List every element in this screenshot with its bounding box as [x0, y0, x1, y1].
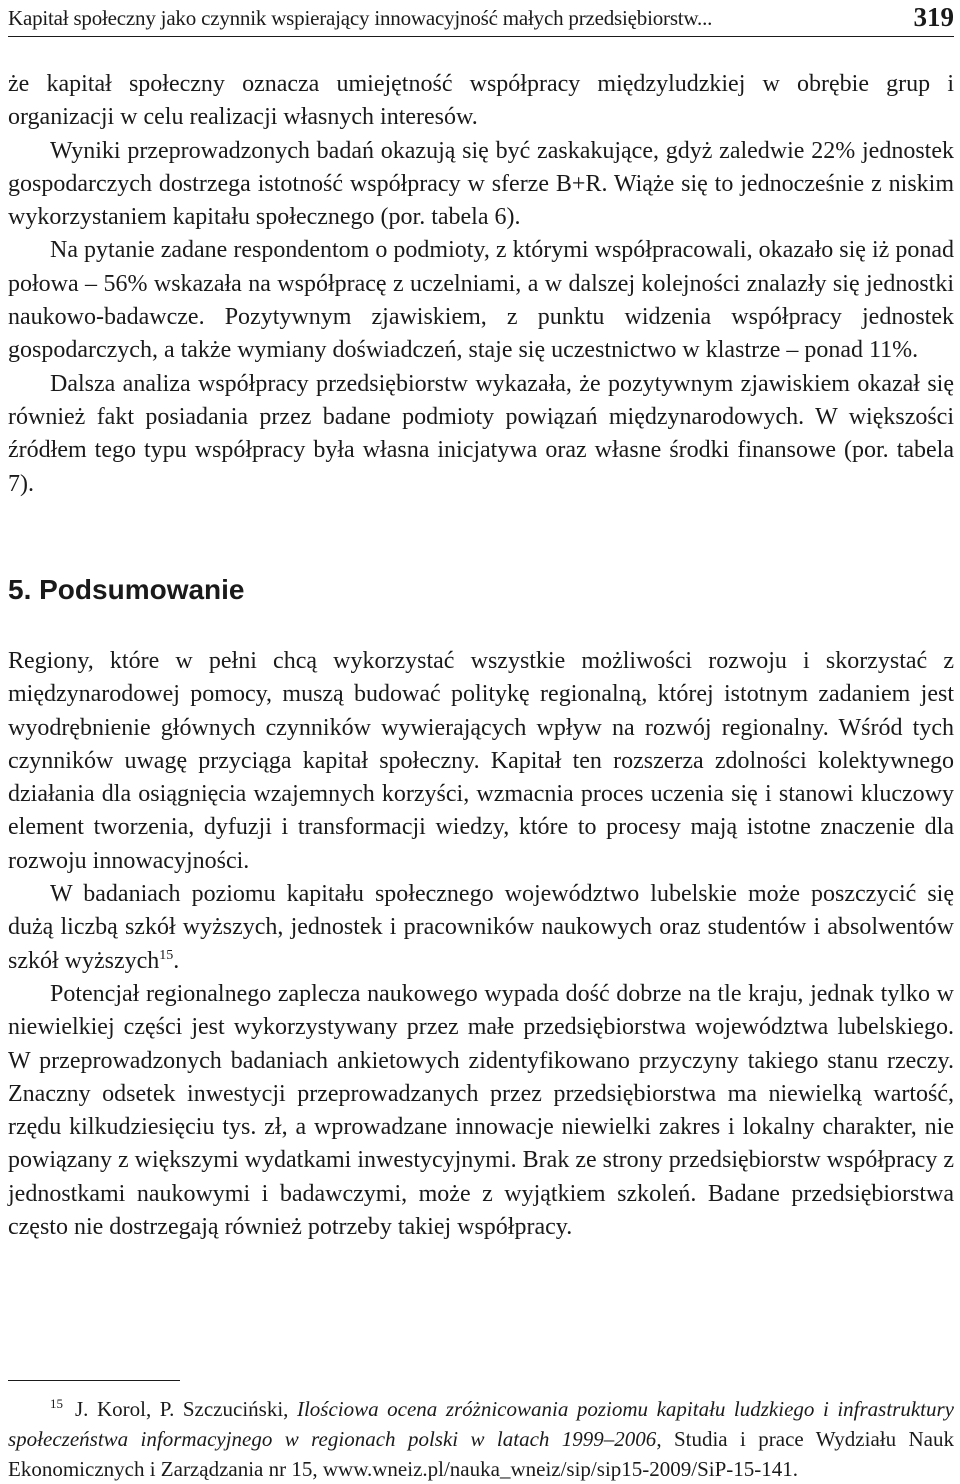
body-text	[8, 68, 954, 501]
summary-paragraph-2-text: W badaniach poziomu kapitału społecznego województwo lubelskie może poszczycić się dużą liczbą szkół wyższych, jednostek i pracowników naukowych oraz studentów i absolwentów szkół wyższych	[8, 881, 954, 974]
footnote-title: Ilościowa ocena zróżnicowania poziomu kapitału ludzkiego i infrastruktury społeczeństwa informacyjnego w regionach polski w latach 1999–2006	[8, 1397, 954, 1451]
summary-paragraph-2-end: .	[173, 947, 180, 974]
paragraph-4: Dalsza analiza współpracy przedsiębiorstw wykazała, że pozytywnym zjawiskiem okazał się również fakt posiadania przez badane podmioty powiązań międzynarodowych. W większości źródłem tego typu współpracy była własna inicjatywa oraz własne środki finansowe (por. tabela 7).	[8, 370, 954, 497]
summary-paragraph-3: Potencjał regionalnego zaplecza naukowego wypada dość dobrze na tle kraju, jednak tylko w niewielkiej części jest wykorzystywany przez małe przedsiębiorstwa województwa lubelskiego. W przeprowadzonych badaniach ankietowych zidentyfikowano przyczyny takiego stanu rzeczy. Znaczny odsetek inwestycji przeprowadzanych przez przedsiębiorstwa ma niewielką wartość, rzędu kilkudziesięciu tys. zł, a wprowadzane innowacje niewielki zakres i lokalny charakter, nie powiązany z większymi wydatkami inwestycyjnymi. Brak ze strony przedsiębiorstw współpracy z jednostkami naukowymi i badawczymi, może z wyjątkiem szkoleń. Badane przedsiębiorstwa często nie dostrzegają również potrzeby takiej współpracy.	[8, 980, 954, 1241]
page-number: 319	[913, 2, 954, 32]
section-heading: 5. Podsumowanie	[8, 574, 245, 605]
footnote-divider	[8, 1380, 180, 1381]
footnote-reference[interactable]: 15	[159, 947, 174, 963]
paragraph-2: Wyniki przeprowadzonych badań okazują się być zaskakujące, gdyż zaledwie 22% jednostek gospodarczych dostrzega istotność współpracy w sferze B+R. Wiąże się to jednocześnie z niskim wykorzystaniem kapitału społecznego (por. tabela 6).	[8, 137, 954, 231]
summary-paragraph-1: Regiony, które w pełni chcą wykorzystać wszystkie możliwości rozwoju i skorzystać z międzynarodowej pomocy, muszą budować politykę regionalną, której istotnym zadaniem jest wyodrębnienie głównych czynników wywierających wpływ na rozwój regionalny. Wśród tych czynników uwagę przyciąga kapitał społeczny. Kapitał ten rozszerza zdolności kolektywnego działania dla osiągnięcia wzajemnych korzyści, wzmacnia proces uczenia się i stanowi kluczowy element tworzenia, dyfuzji i transformacji wiedzy, które to procesy mają istotne znaczenie dla rozwoju innowacyjności.	[8, 648, 954, 874]
footnote-number: 15	[50, 1396, 63, 1411]
running-title: Kapitał społeczny jako czynnik wspierający innowacyjność małych przedsiębiorstw...	[8, 6, 713, 30]
summary-text	[8, 645, 954, 1244]
footnote	[8, 1394, 954, 1484]
paragraph-3: Na pytanie zadane respondentom o podmioty, z którymi współpracowali, okazało się iż ponad połowa – 56% wskazała na współpracę z uczelniami, a w dalszej kolejności znalazły się jednostki naukowo-badawcze. Pozytywnym zjawiskiem, z punktu widzenia współpracy jednostek gospodarczych, a także wymiany doświadczeń, staje się uczestnictwo w klastrze – ponad 11%.	[8, 237, 954, 364]
paragraph-1: że kapitał społeczny oznacza umiejętność współpracy międzyludzkiej w obrębie grup i organizacji w celu realizacji własnych interesów.	[8, 71, 954, 131]
footnote-details: , Studia i prace Wydziału Nauk Ekonomicznych i Zarządzania nr 15, www.wneiz.pl/nauka_wneiz/sip/sip15-2009/SiP-15-141.	[8, 1427, 955, 1481]
summary-paragraph-2	[8, 878, 954, 978]
running-header	[8, 2, 954, 37]
footnote-authors: J. Korol, P. Szczuciński,	[75, 1397, 297, 1421]
